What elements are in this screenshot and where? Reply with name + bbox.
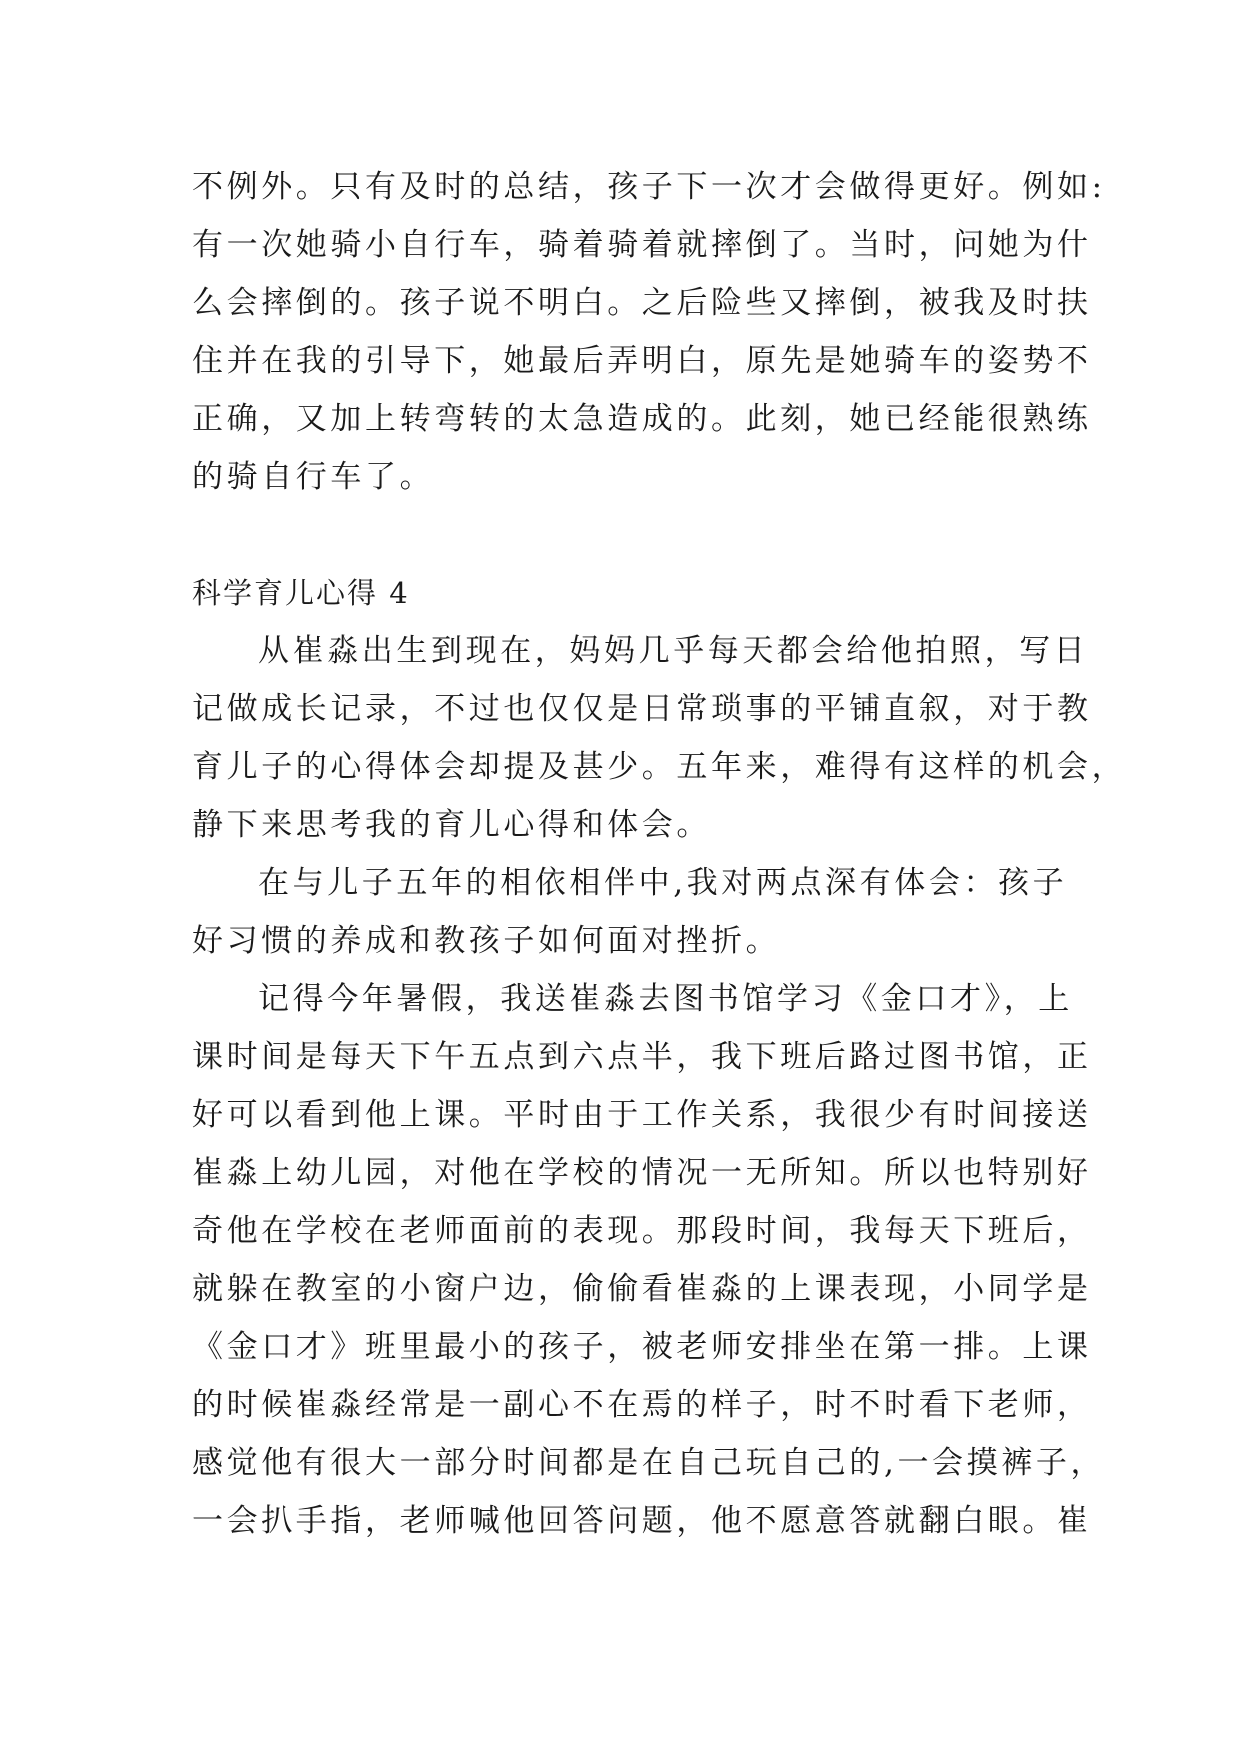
text-line: 住并在我的引导下，她最后弄明白，原先是她骑车的姿势不 bbox=[192, 343, 1092, 379]
text-line: 的骑自行车了。 bbox=[192, 459, 435, 495]
text-line: 就躲在教室的小窗户边，偷偷看崔淼的上课表现，小同学是 bbox=[192, 1271, 1092, 1307]
text-line: 么会摔倒的。孩子说不明白。之后险些又摔倒，被我及时扶 bbox=[192, 285, 1092, 321]
text-line: 在与儿子五年的相依相伴中,我对两点深有体会：孩子 bbox=[258, 865, 1068, 901]
paragraph-2 bbox=[192, 854, 1072, 970]
text-line: 课时间是每天下午五点到六点半，我下班后路过图书馆，正 bbox=[192, 1039, 1092, 1075]
text-line: 从崔淼出生到现在，妈妈几乎每天都会给他拍照，写日 bbox=[258, 633, 1089, 669]
section-spacer bbox=[192, 506, 1072, 564]
text-line: 正确，又加上转弯转的太急造成的。此刻，她已经能很熟练 bbox=[192, 401, 1092, 437]
text-line: 一会扒手指，老师喊他回答问题，他不愿意答就翻白眼。崔 bbox=[192, 1503, 1092, 1539]
text-line: 好习惯的养成和教孩子如何面对挫折。 bbox=[192, 923, 781, 959]
text-line: 记得今年暑假，我送崔淼去图书馆学习《金口才》，上 bbox=[258, 981, 1073, 1017]
paragraph-3 bbox=[192, 970, 1106, 1550]
text-line: 记做成长记录，不过也仅仅是日常琐事的平铺直叙，对于教 bbox=[192, 691, 1092, 727]
text-line: 《金口才》班里最小的孩子，被老师安排坐在第一排。上课 bbox=[192, 1329, 1092, 1365]
text-line: 崔淼上幼儿园，对他在学校的情况一无所知。所以也特别好 bbox=[192, 1155, 1092, 1191]
text-line: 感觉他有很大一部分时间都是在自己玩自己的,一会摸裤子， bbox=[192, 1445, 1106, 1481]
text-line: 有一次她骑小自行车，骑着骑着就摔倒了。当时，问她为什 bbox=[192, 227, 1092, 263]
document-body bbox=[192, 158, 1127, 1550]
section-title: 科学育儿心得 4 bbox=[192, 576, 410, 610]
text-line: 不例外。只有及时的总结，孩子下一次才会做得更好。例如: bbox=[192, 169, 1106, 205]
text-line: 的时候崔淼经常是一副心不在焉的样子，时不时看下老师， bbox=[192, 1387, 1092, 1423]
text-line: 育儿子的心得体会却提及甚少。五年来，难得有这样的机会， bbox=[192, 749, 1127, 785]
text-line: 好可以看到他上课。平时由于工作关系，我很少有时间接送 bbox=[192, 1097, 1092, 1133]
text-line: 静下来思考我的育儿心得和体会。 bbox=[192, 807, 711, 843]
text-line: 奇他在学校在老师面前的表现。那段时间，我每天下班后， bbox=[192, 1213, 1092, 1249]
paragraph-1 bbox=[192, 622, 1127, 854]
continuation-paragraph bbox=[192, 158, 1106, 506]
